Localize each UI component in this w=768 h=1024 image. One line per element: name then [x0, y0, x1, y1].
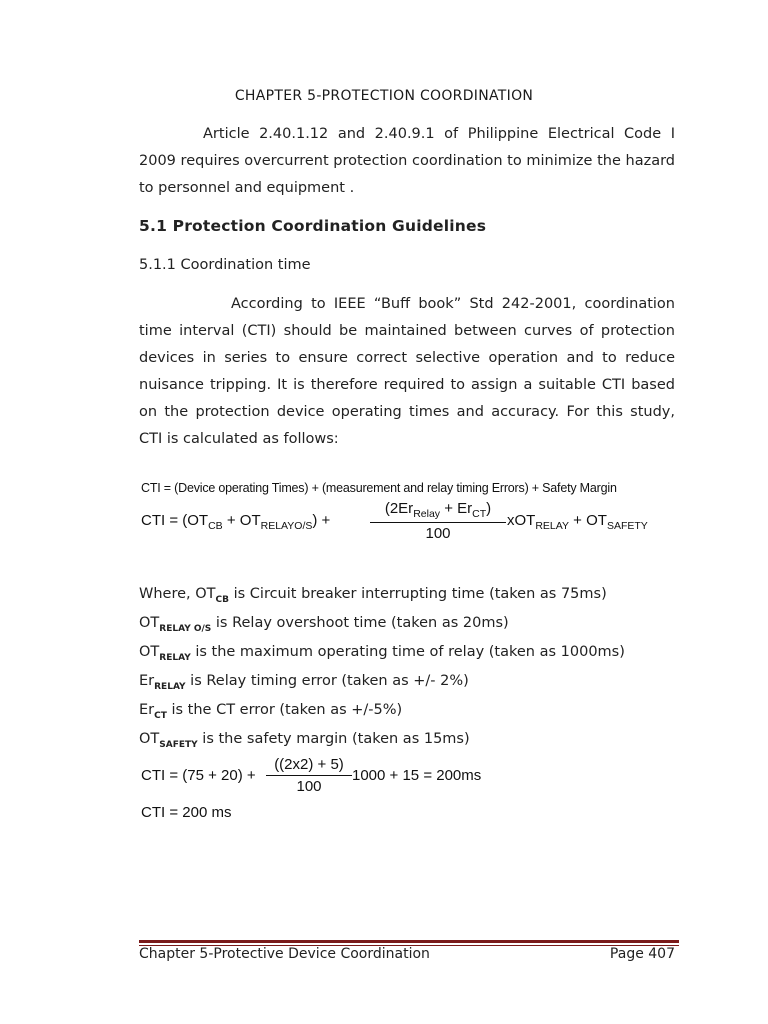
footer-page-number: Page 407: [609, 946, 675, 962]
formula-cti-fraction: $(2Er_{Relay} + Er_{CT})$ 100: [370, 500, 506, 542]
footer-chapter-title: Chapter 5-Protective Device Coordination: [139, 946, 430, 962]
formula-calc-right: 1000 + 15 = 200ms: [352, 767, 482, 784]
definition-er-relay: $Er_{RELAY}$ is Relay timing error (taken as +/- 2%): [139, 673, 469, 692]
definition-ot-relay: $OT_{RELAY}$ is the maximum operating time of relay (taken as 1000ms): [139, 644, 625, 663]
formula-calc-fraction: ((2x2) + 5) 100: [266, 756, 352, 795]
formula-description: CTI = (Device operating Times) + (measurement and relay timing Errors) + Safety Margin: [141, 481, 617, 495]
footer-rule-thick: [139, 940, 679, 943]
definition-ot-cb: Where, $OT_{CB}$ is Circuit breaker interrupting time (taken as 75ms): [139, 586, 607, 605]
formula-calc-left: CTI = (75 + 20) +: [141, 767, 256, 784]
body-paragraph: According to IEEE “Buff book” Std 242-2001, coordination time interval (CTI) should be maintained between curves of protection devices in series to ensure correct selective operation and to reduce nuisance tripping. It is therefore required to assign a suitable CTI based on the protection device operating times and accuracy. For this study, CTI is calculated as follows:: [139, 296, 675, 447]
subsection-heading: 5.1.1 Coordination time: [139, 257, 311, 273]
formula-cti-left: CTI = $(OT_{CB} + OT_{RELAYO/S})$ +: [141, 512, 331, 532]
chapter-title: CHAPTER 5-PROTECTION COORDINATION: [234, 88, 534, 104]
formula-result: CTI = 200 ms: [141, 804, 232, 821]
definition-ot-relay-os: $OT_{RELAY O/S}$ is Relay overshoot time (taken as 20ms): [139, 615, 509, 634]
formula-cti-right: $xOT_{RELAY} + OT_{SAFETY}$: [507, 512, 648, 532]
definition-er-ct: $Er_{CT}$ is the CT error (taken as +/-5%): [139, 702, 403, 721]
definition-ot-safety: $OT_{SAFETY}$ is the safety margin (taken as 15ms): [139, 731, 470, 750]
section-heading: 5.1 Protection Coordination Guidelines: [139, 217, 487, 235]
intro-paragraph: Article 2.40.1.12 and 2.40.9.1 of Philippine Electrical Code I 2009 requires overcurrent protection coordination to minimize the hazard to personnel and equipment .: [139, 126, 675, 196]
